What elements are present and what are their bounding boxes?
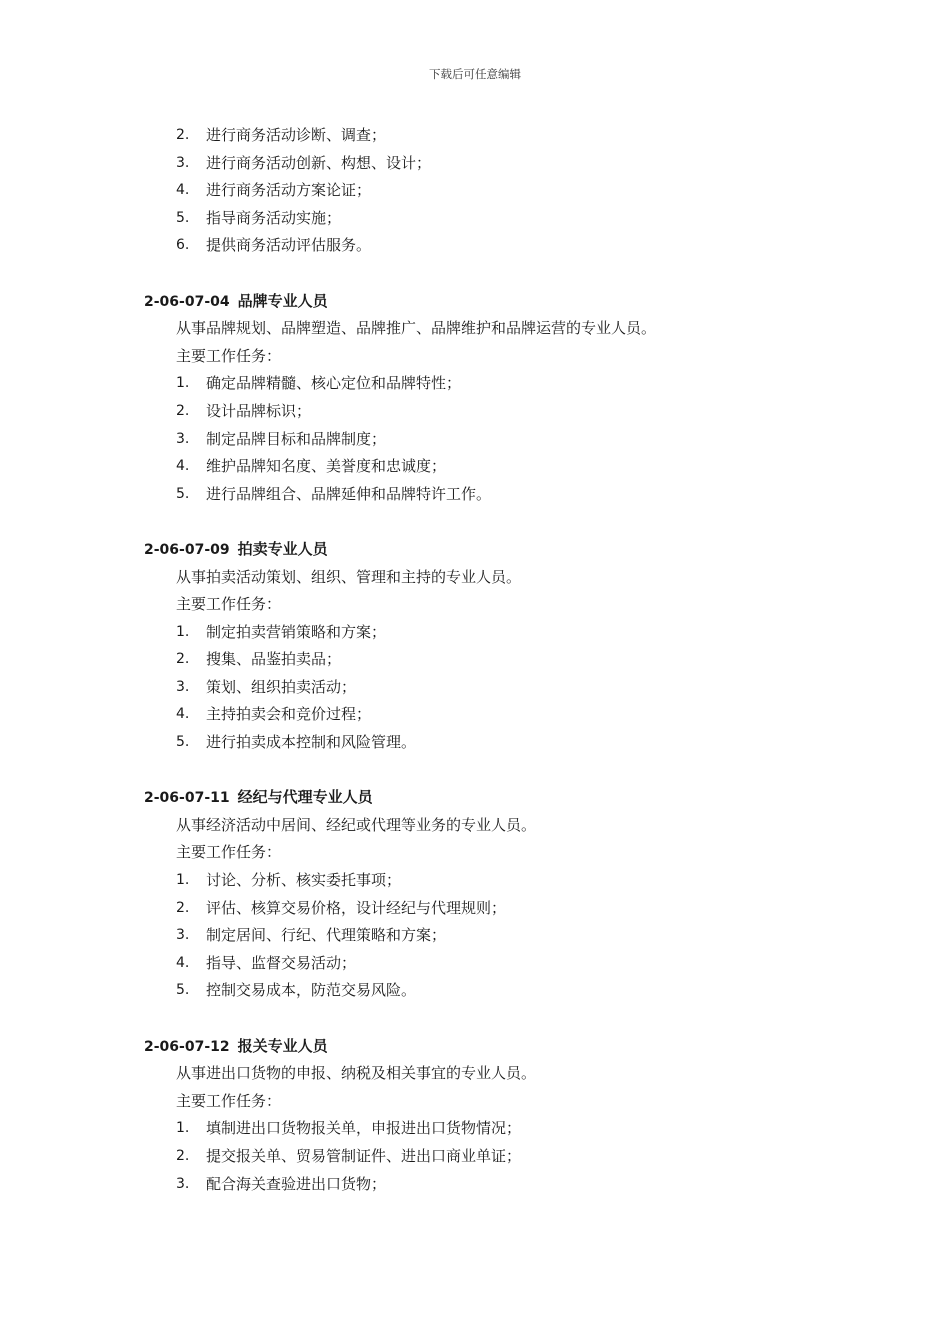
occupation-name: 经纪与代理专业人员 bbox=[237, 788, 373, 807]
list-item-text: 主持拍卖会和竞价过程； bbox=[206, 705, 372, 724]
list-item-text: 搜集、品鉴拍卖品； bbox=[206, 650, 342, 669]
list-item bbox=[0, 232, 950, 260]
tasks-label: 主要工作任务： bbox=[176, 346, 282, 365]
list-item-number: 5. bbox=[176, 734, 190, 751]
list-item-text: 进行品牌组合、品牌延伸和品牌特许工作。 bbox=[206, 484, 492, 503]
section-description: 从事品牌规划、品牌塑造、品牌推广、品牌维护和品牌运营的专业人员。 bbox=[176, 319, 657, 338]
list-item-text: 指导、监督交易活动； bbox=[206, 953, 357, 972]
list-item-text: 进行商务活动创新、构想、设计； bbox=[206, 153, 432, 172]
occupation-code: 2-06-07-04 bbox=[144, 293, 230, 310]
list-item-number: 4. bbox=[176, 954, 190, 971]
section-description: 从事经济活动中居间、经纪或代理等业务的专业人员。 bbox=[176, 815, 537, 834]
occupation-code: 2-06-07-09 bbox=[144, 541, 230, 558]
list-item-number: 2. bbox=[176, 1147, 190, 1164]
list-item-number: 1. bbox=[176, 1120, 190, 1137]
list-item-number: 3. bbox=[176, 1175, 190, 1192]
list-item bbox=[0, 1115, 950, 1143]
occupation-name: 报关专业人员 bbox=[237, 1036, 328, 1055]
list-item-text: 控制交易成本，防范交易风险。 bbox=[206, 981, 417, 1000]
intro-list bbox=[0, 122, 950, 260]
list-item-text: 制定居间、行纪、代理策略和方案； bbox=[206, 926, 447, 945]
list-item-text: 设计品牌标识； bbox=[206, 401, 312, 420]
list-item bbox=[0, 895, 950, 923]
list-item bbox=[0, 426, 950, 454]
list-item bbox=[0, 729, 950, 757]
list-item-number: 6. bbox=[176, 237, 190, 254]
list-item bbox=[0, 398, 950, 426]
occupation-code: 2-06-07-11 bbox=[144, 790, 230, 807]
list-item bbox=[0, 177, 950, 205]
list-item bbox=[0, 646, 950, 674]
tasks-label: 主要工作任务： bbox=[176, 843, 282, 862]
list-item-number: 5. bbox=[176, 209, 190, 226]
list-item-text: 进行拍卖成本控制和风险管理。 bbox=[206, 733, 417, 752]
section-description: 从事拍卖活动策划、组织、管理和主持的专业人员。 bbox=[176, 567, 522, 586]
tasks-label: 主要工作任务： bbox=[176, 1091, 282, 1110]
occupation-name: 品牌专业人员 bbox=[237, 291, 328, 310]
list-item-text: 指导商务活动实施； bbox=[206, 208, 342, 227]
list-item-number: 3. bbox=[176, 927, 190, 944]
list-item-text: 维护品牌知名度、美誉度和忠诚度； bbox=[206, 457, 447, 476]
list-item-number: 1. bbox=[176, 872, 190, 889]
list-item-number: 4. bbox=[176, 706, 190, 723]
document-content bbox=[0, 122, 950, 1198]
tasks-label: 主要工作任务： bbox=[176, 595, 282, 614]
list-item bbox=[0, 922, 950, 950]
list-item-number: 2. bbox=[176, 899, 190, 916]
list-item-number: 3. bbox=[176, 154, 190, 171]
list-item-number: 2. bbox=[176, 651, 190, 668]
list-item-number: 5. bbox=[176, 485, 190, 502]
occupation-section bbox=[0, 784, 950, 1005]
list-item bbox=[0, 370, 950, 398]
list-item-number: 2. bbox=[176, 127, 190, 143]
list-item bbox=[0, 1171, 950, 1199]
list-item-number: 4. bbox=[176, 458, 190, 475]
section-title bbox=[0, 536, 950, 564]
list-item bbox=[0, 453, 950, 481]
list-item-text: 制定拍卖营销策略和方案； bbox=[206, 622, 387, 641]
list-item-text: 进行商务活动诊断、调查； bbox=[206, 126, 387, 144]
list-item bbox=[0, 122, 950, 150]
list-item bbox=[0, 867, 950, 895]
list-item bbox=[0, 1143, 950, 1171]
list-item bbox=[0, 205, 950, 233]
list-item-text: 评估、核算交易价格，设计经纪与代理规则； bbox=[206, 898, 507, 917]
list-item bbox=[0, 674, 950, 702]
section-title bbox=[0, 288, 950, 316]
list-item-text: 填制进出口货物报关单，申报进出口货物情况； bbox=[206, 1119, 522, 1138]
occupation-section bbox=[0, 288, 950, 509]
list-item-number: 3. bbox=[176, 678, 190, 695]
occupation-name: 拍卖专业人员 bbox=[237, 539, 328, 558]
occupation-code: 2-06-07-12 bbox=[144, 1038, 230, 1055]
list-item bbox=[0, 977, 950, 1005]
list-item-number: 2. bbox=[176, 402, 190, 419]
list-item bbox=[0, 950, 950, 978]
occupation-section bbox=[0, 536, 950, 757]
list-item-text: 提交报关单、贸易管制证件、进出口商业单证； bbox=[206, 1146, 522, 1165]
list-item bbox=[0, 701, 950, 729]
list-item-text: 讨论、分析、核实委托事项； bbox=[206, 871, 402, 890]
list-item-text: 制定品牌目标和品牌制度； bbox=[206, 429, 387, 448]
page-header: 下载后可任意编辑 bbox=[429, 67, 521, 81]
list-item-number: 1. bbox=[176, 623, 190, 640]
section-title bbox=[0, 1033, 950, 1061]
list-item-number: 5. bbox=[176, 982, 190, 999]
list-item-text: 策划、组织拍卖活动； bbox=[206, 677, 357, 696]
occupation-section bbox=[0, 1033, 950, 1199]
list-item-number: 1. bbox=[176, 375, 190, 392]
list-item bbox=[0, 150, 950, 178]
list-item-number: 4. bbox=[176, 182, 190, 199]
list-item-text: 确定品牌精髓、核心定位和品牌特性； bbox=[206, 374, 462, 393]
list-item-text: 配合海关查验进出口货物； bbox=[206, 1174, 387, 1193]
section-title bbox=[0, 784, 950, 812]
list-item-text: 进行商务活动方案论证； bbox=[206, 181, 372, 200]
list-item bbox=[0, 481, 950, 509]
section-description: 从事进出口货物的申报、纳税及相关事宜的专业人员。 bbox=[176, 1064, 537, 1083]
list-item bbox=[0, 619, 950, 647]
list-item-text: 提供商务活动评估服务。 bbox=[206, 236, 372, 255]
list-item-number: 3. bbox=[176, 430, 190, 447]
